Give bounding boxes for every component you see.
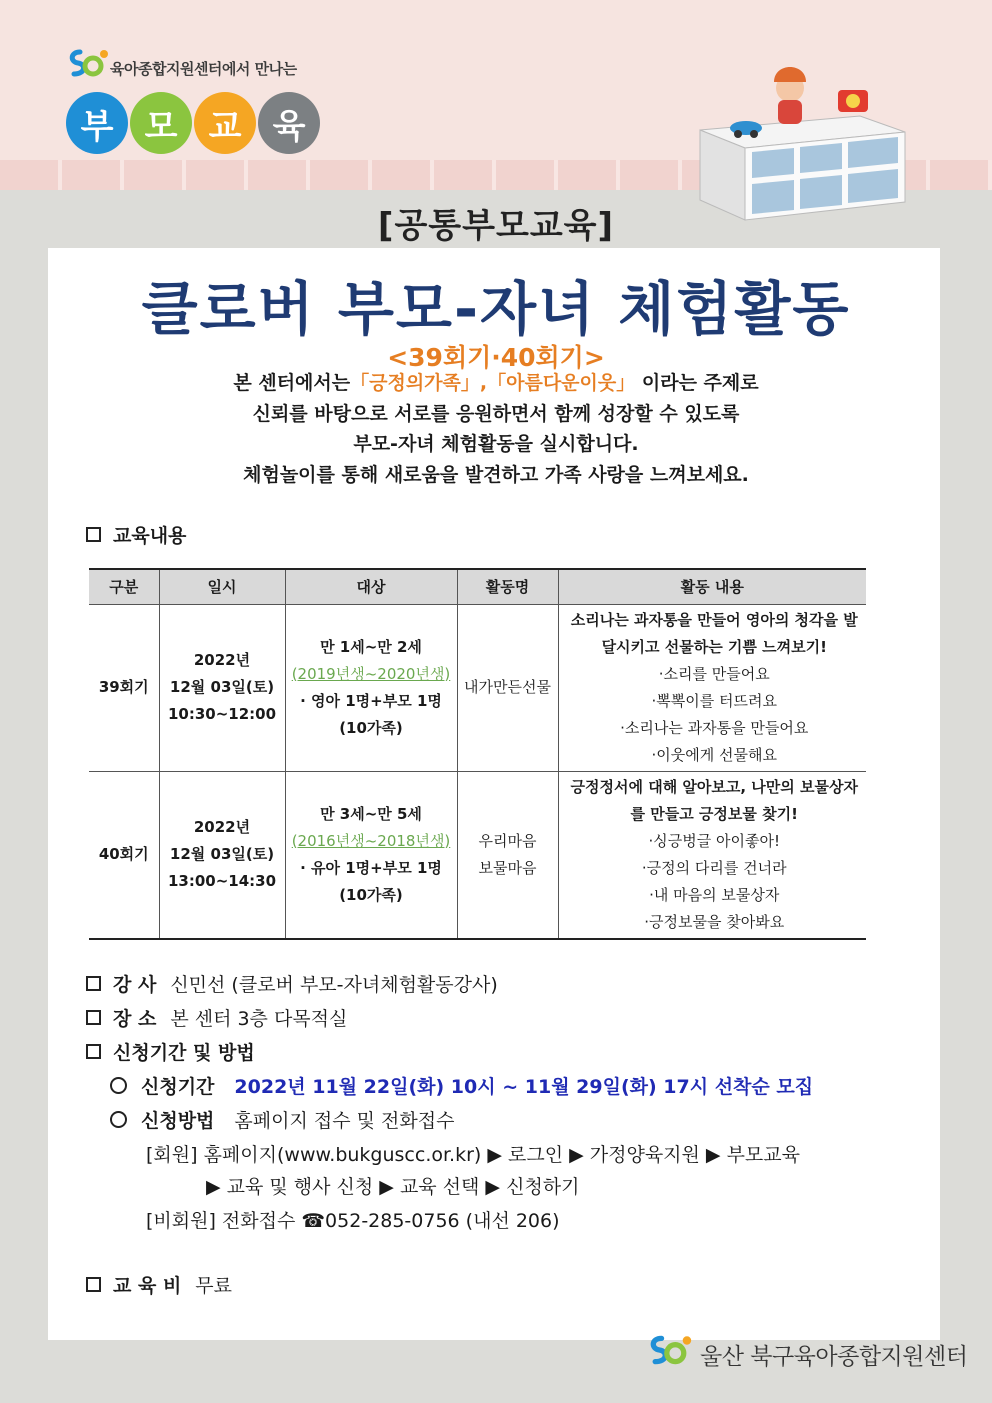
place-value: 본 센터 3층 다목적실 (170, 1008, 348, 1030)
brand-char-1: 부 (66, 92, 128, 154)
brand-char-3: 교 (194, 92, 256, 154)
target-cell: 만 3세~만 5세 (2016년생~2018년생) · 유아 1명+부모 1명 (10가족) (285, 771, 457, 939)
checkbox-square-icon (86, 1010, 101, 1025)
page-title: 클로버 부모-자녀 체험활동 (141, 275, 851, 343)
session-cell: 39회기 (89, 604, 159, 771)
session-cell: 40회기 (89, 771, 159, 939)
education-table (89, 568, 866, 940)
period-value: 2022년 11월 22일(화) 10시 ~ 11월 29일(화) 17시 선착순 모집 (234, 1076, 814, 1098)
checkbox-square-icon (86, 1044, 101, 1059)
description-cell: 긍정정서에 대해 알아보고, 나만의 보물상자를 만들고 긍정보물 찾기! ·싱긍벙글 아이좋아! ·긍정의 다리를 건너라 ·내 마음의 보물상자 ·긍정보물을 찾아봐요 (558, 771, 866, 939)
brand-char-2: 모 (130, 92, 192, 154)
col-header: 대상 (285, 569, 457, 604)
checkbox-square-icon (86, 1277, 101, 1292)
center-logo-icon (66, 46, 110, 80)
method-value: 홈페이지 접수 및 전화접수 (234, 1110, 455, 1132)
target-cell: 만 1세~만 2세 (2019년생~2020년생) · 영아 1명+부모 1명 (10가족) (285, 604, 457, 771)
circle-bullet-icon (110, 1077, 127, 1094)
method-row (110, 1106, 454, 1133)
brand-char-4: 육 (258, 92, 320, 154)
instructor-label: 강 사 (113, 974, 157, 996)
instructor-value: 신민선 (클로버 부모-자녀체험활동강사) (170, 974, 498, 996)
brand-title (66, 92, 320, 154)
date-cell: 2022년 12월 03일(토) 10:30~12:00 (159, 604, 285, 771)
method-label: 신청방법 (141, 1110, 215, 1132)
period-row (110, 1072, 813, 1099)
apply-row (86, 1038, 255, 1065)
fee-row (86, 1271, 232, 1298)
instructor-row (86, 970, 498, 997)
description-cell: 소리나는 과자통을 만들어 영아의 청각을 발달시키고 선물하는 기쁨 느껴보기! ·소리를 만들어요 ·뽁뽁이를 터뜨려요 ·소리나는 과자통을 만들어요 ·이웃에게 선물해요 (558, 604, 866, 771)
intro-line-1: 본 센터에서는「긍정의가족」,「아름다운이웃」 이라는 주제로 (233, 372, 759, 394)
table-header-row (89, 569, 866, 604)
organization-name: 울산 북구육아종합지원센터 (700, 1344, 968, 1370)
intro-line-3: 부모-자녀 체험활동을 실시합니다. (353, 433, 639, 455)
theme-highlight: 「긍정의가족」,「아름다운이웃」 (350, 372, 636, 394)
date-cell: 2022년 12월 03일(토) 13:00~14:30 (159, 771, 285, 939)
intro-line-2: 신뢰를 바탕으로 서로를 응원하면서 함께 성장할 수 있도록 (252, 402, 740, 425)
fee-label: 교 육 비 (113, 1275, 182, 1297)
center-logo-icon (646, 1332, 694, 1368)
period-label: 신청기간 (141, 1076, 215, 1098)
col-header: 활동 내용 (558, 569, 866, 604)
circle-bullet-icon (110, 1111, 127, 1128)
col-header: 일시 (159, 569, 285, 604)
member-path-line-2: ▶ 교육 및 행사 신청 ▶ 교육 선택 ▶ 신청하기 (206, 1176, 580, 1198)
activity-cell: 우리마음 보물마음 (457, 771, 558, 939)
intro-line-4: 체험놀이를 통해 새로움을 발견하고 가족 사랑을 느껴보세요. (243, 463, 749, 486)
col-header: 활동명 (457, 569, 558, 604)
session-subtitle: <39회기·40회기> (387, 343, 605, 372)
content-label: 교육내용 (86, 521, 186, 548)
place-row (86, 1004, 347, 1031)
place-label: 장 소 (113, 1008, 157, 1030)
fee-value: 무료 (195, 1275, 233, 1297)
col-header: 구분 (89, 569, 159, 604)
tagline: 육아종합지원센터에서 만나는 (110, 60, 297, 78)
table-row (89, 604, 866, 771)
intro-text (0, 368, 992, 490)
table-row (89, 771, 866, 939)
checkbox-square-icon (86, 976, 101, 991)
nonmember-line: [비회원] 전화접수 ☎052-285-0756 (내선 206) (146, 1210, 560, 1232)
section-heading: [공통부모교육] (377, 206, 615, 246)
activity-cell: 내가만든선물 (457, 604, 558, 771)
apply-label: 신청기간 및 방법 (113, 1042, 255, 1064)
checkbox-square-icon (86, 527, 101, 542)
member-path-line-1: [회원] 홈페이지(www.bukguscc.or.kr) ▶ 로그인 ▶ 가정양육지원 ▶ 부모교육 (146, 1144, 800, 1166)
